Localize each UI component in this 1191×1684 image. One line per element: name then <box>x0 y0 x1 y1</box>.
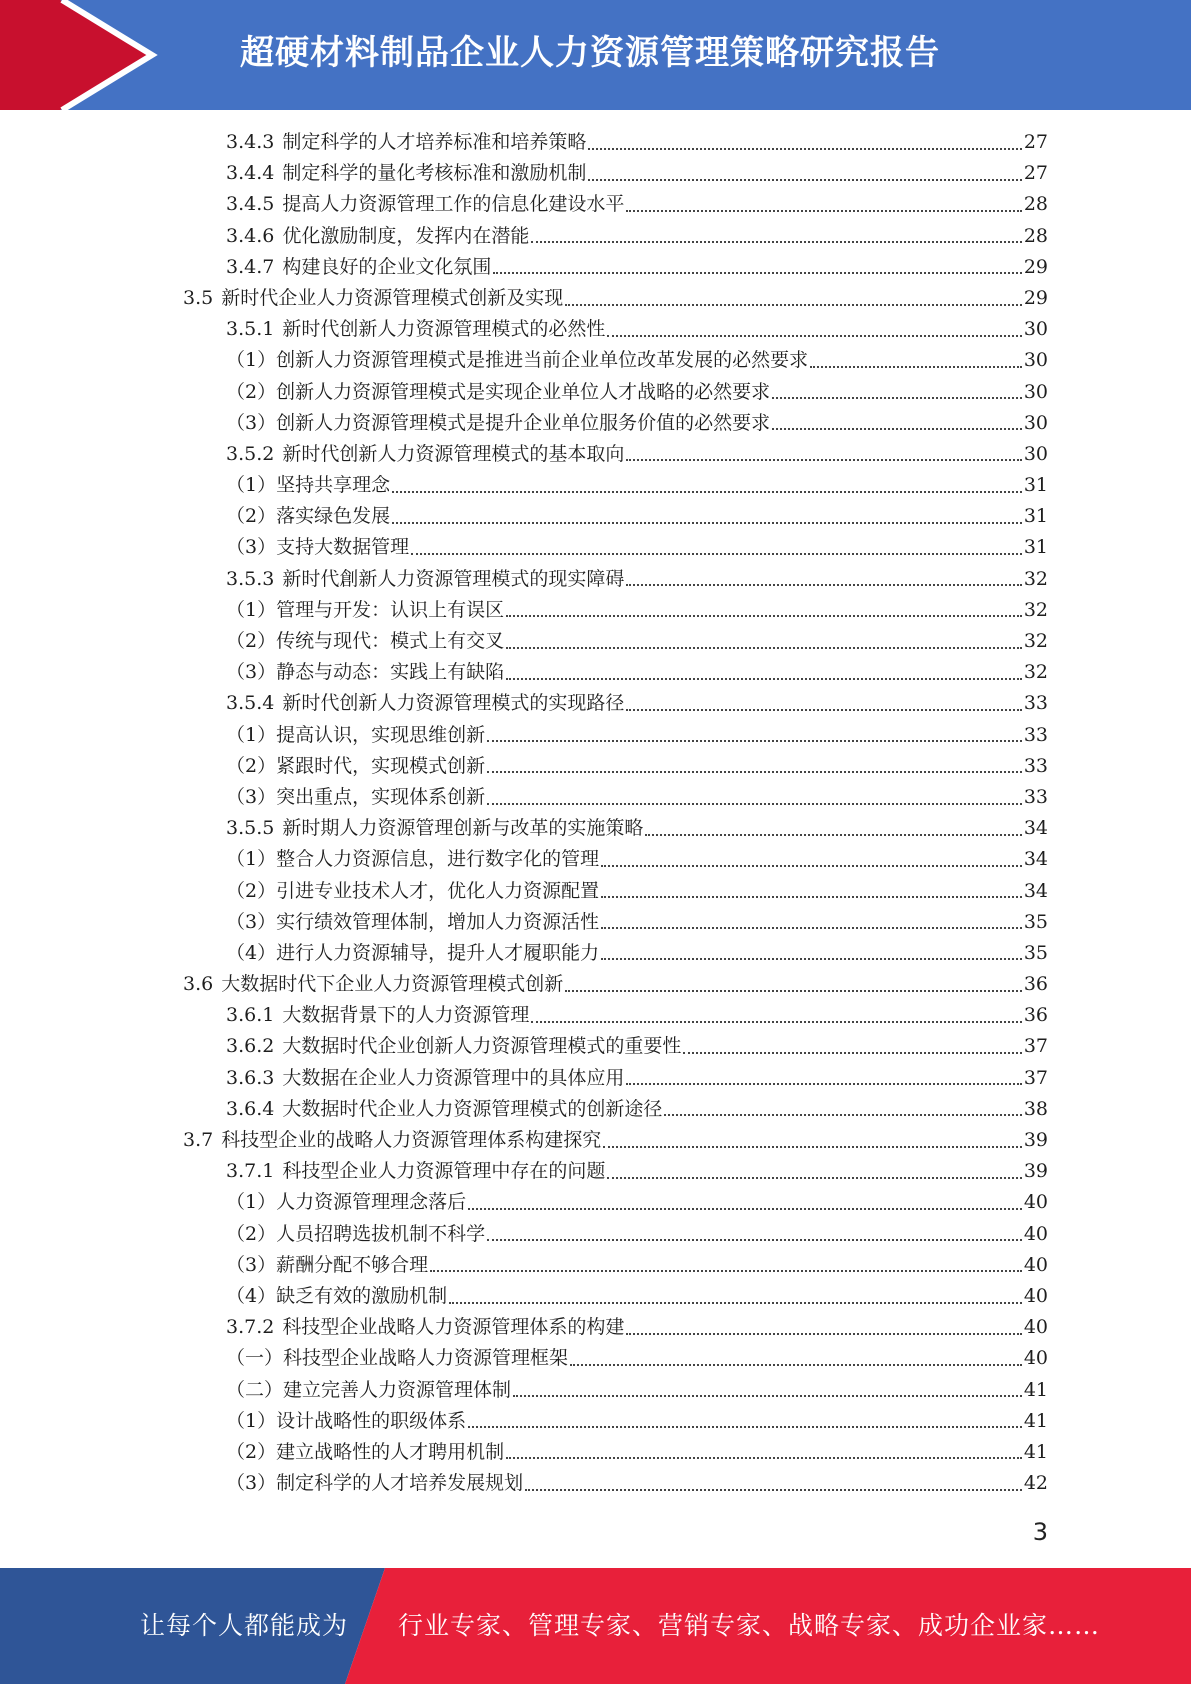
toc-entry[interactable] <box>0 314 1048 345</box>
toc-dot-leader <box>449 1302 1022 1304</box>
toc-entry-number: （2） <box>226 754 277 777</box>
toc-dot-leader <box>601 958 1022 960</box>
toc-dot-leader <box>430 1270 1022 1272</box>
toc-entry-title: 紧跟时代，实现模式创新 <box>276 754 486 777</box>
toc-entry-page: 40 <box>1023 1347 1048 1370</box>
toc-entry-title: 传统与现代：模式上有交叉 <box>276 630 505 652</box>
toc-entry[interactable] <box>0 127 1048 158</box>
toc-entry-page: 31 <box>1023 536 1048 559</box>
toc-entry-page: 30 <box>1023 411 1048 434</box>
toc-dot-leader <box>468 1208 1022 1210</box>
toc-entry-number: （3） <box>226 910 277 933</box>
toc-entry-page: 32 <box>1023 661 1048 684</box>
toc-dot-leader <box>810 366 1022 368</box>
toc-entry[interactable] <box>0 1406 1048 1437</box>
toc-dot-leader <box>626 210 1021 212</box>
toc-entry-number: （3） <box>226 1472 277 1495</box>
toc-entry-page: 27 <box>1023 131 1048 153</box>
toc-entry[interactable] <box>0 1343 1048 1374</box>
toc-dot-leader <box>468 1426 1022 1428</box>
toc-entry[interactable] <box>0 1125 1048 1156</box>
toc-entry-title: 创新人力资源管理模式是提升企业单位服务价值的必然要求 <box>276 411 771 434</box>
toc-entry-number: 3.4.3 <box>226 131 275 153</box>
toc-entry-page: 29 <box>1023 255 1048 278</box>
toc-dot-leader <box>392 491 1022 493</box>
toc-entry-title: 大数据背景下的人力资源管理 <box>282 1004 530 1027</box>
toc-entry[interactable] <box>0 1187 1048 1218</box>
report-title: 超硬材料制品企业人力资源管理策略研究报告 <box>240 33 940 73</box>
toc-entry[interactable] <box>0 1156 1048 1187</box>
toc-entry-number: 3.4.6 <box>226 224 275 247</box>
toc-entry[interactable] <box>0 595 1048 626</box>
toc-entry[interactable] <box>0 221 1048 252</box>
toc-entry-number: （一） <box>226 1347 284 1370</box>
toc-entry-page: 32 <box>1023 567 1048 590</box>
toc-dot-leader <box>392 522 1022 524</box>
toc-entry-title: 新时代創新人力资源管理模式的现实障碍 <box>282 567 625 590</box>
toc-entry[interactable] <box>0 532 1048 563</box>
toc-entry[interactable] <box>0 1219 1048 1250</box>
toc-entry-number: （3） <box>226 536 277 559</box>
toc-dot-leader <box>487 1239 1022 1241</box>
toc-entry-page: 30 <box>1023 318 1048 341</box>
toc-entry-title: 静态与动态：实践上有缺陷 <box>276 661 505 684</box>
toc-entry[interactable] <box>0 189 1048 220</box>
toc-entry-title: 创新人力资源管理模式是实现企业单位人才战略的必然要求 <box>276 380 771 403</box>
toc-entry-title: 科技型企业的战略人力资源管理体系构建探究 <box>221 1129 602 1151</box>
toc-entry-title: 建立战略性的人才聘用机制 <box>276 1440 505 1463</box>
toc-entry-title: 引进专业技术人才，优化人力资源配置 <box>276 879 600 902</box>
toc-entry-title: 制定科学的人才培养标准和培养策略 <box>282 131 587 153</box>
toc-entry-number: （1） <box>226 349 277 372</box>
toc-dot-leader <box>487 771 1022 773</box>
toc-entry-page: 40 <box>1023 1253 1048 1276</box>
toc-entry-number: （1） <box>226 1409 277 1432</box>
toc-entry-number: （2） <box>226 1440 277 1463</box>
toc-entry[interactable] <box>0 1000 1048 1031</box>
toc-dot-leader <box>645 834 1021 836</box>
toc-dot-leader <box>603 1146 1022 1148</box>
toc-entry-number: 3.5.4 <box>226 692 275 715</box>
toc-dot-leader <box>513 1395 1022 1397</box>
toc-entry-number: 3.4.4 <box>226 162 275 185</box>
toc-entry[interactable] <box>0 1031 1048 1062</box>
toc-entry-title: 制定科学的人才培养发展规划 <box>276 1472 524 1495</box>
toc-entry-title: 落实绿色发展 <box>276 505 391 528</box>
toc-entry-number: 3.6.1 <box>226 1004 275 1027</box>
toc-entry-title: 创新人力资源管理模式是推进当前企业单位改革发展的必然要求 <box>276 349 809 372</box>
toc-entry-page: 33 <box>1023 723 1048 746</box>
toc-entry-page: 39 <box>1023 1129 1048 1151</box>
toc-dot-leader <box>607 1177 1021 1179</box>
toc-entry-number: 3.4.5 <box>226 193 275 216</box>
toc-entry-page: 40 <box>1023 1191 1048 1214</box>
toc-entry-number: （3） <box>226 411 277 434</box>
toc-entry-title: 提高人力资源管理工作的信息化建设水平 <box>282 193 625 216</box>
toc-entry-number: （3） <box>226 1253 277 1276</box>
toc-entry-page: 33 <box>1023 692 1048 715</box>
toc-entry[interactable] <box>0 345 1048 376</box>
toc-entry-title: 新时代创新人力资源管理模式的实现路径 <box>282 692 625 715</box>
toc-entry[interactable] <box>0 907 1048 938</box>
toc-entry[interactable] <box>0 782 1048 813</box>
toc-entry-page: 36 <box>1023 1004 1048 1027</box>
toc-entry-page: 31 <box>1023 505 1048 528</box>
toc-dot-leader <box>493 272 1021 274</box>
toc-entry[interactable] <box>0 1468 1048 1499</box>
toc-entry-page: 41 <box>1023 1440 1048 1463</box>
toc-dot-leader <box>506 647 1022 649</box>
toc-entry-number: 3.6.3 <box>226 1066 275 1089</box>
toc-entry-title: 制定科学的量化考核标准和激励机制 <box>282 162 587 185</box>
toc-entry-number: 3.5.1 <box>226 318 275 341</box>
toc-entry-title: 新时期人力资源管理创新与改革的实施策略 <box>282 817 644 840</box>
toc-entry-number: 3.7 <box>183 1129 214 1151</box>
toc-entry-page: 34 <box>1023 848 1048 871</box>
toc-dot-leader <box>506 615 1022 617</box>
toc-entry-title: 薪酬分配不够合理 <box>276 1253 429 1276</box>
toc-entry-number: 3.7.1 <box>226 1160 275 1183</box>
toc-entry-number: （1） <box>226 474 277 497</box>
toc-entry-page: 39 <box>1023 1160 1048 1183</box>
toc-dot-leader <box>487 803 1022 805</box>
toc-entry-page: 28 <box>1023 224 1048 247</box>
toc-dot-leader <box>565 304 1022 306</box>
toc-entry[interactable] <box>0 876 1048 907</box>
toc-entry-number: （2） <box>226 505 277 528</box>
toc-dot-leader <box>601 896 1022 898</box>
toc-entry-title: 大数据时代企业人力资源管理模式的创新途径 <box>282 1097 663 1120</box>
toc-dot-leader <box>565 990 1022 992</box>
toc-entry-number: （2） <box>226 1222 277 1245</box>
toc-entry-page: 42 <box>1023 1472 1048 1495</box>
toc-entry[interactable] <box>0 252 1048 283</box>
toc-entry[interactable] <box>0 564 1048 595</box>
toc-dot-leader <box>607 335 1021 337</box>
toc-entry[interactable] <box>0 1094 1048 1125</box>
toc-dot-leader <box>626 709 1021 711</box>
toc-entry-title: 新时代创新人力资源管理模式的基本取向 <box>282 442 625 465</box>
toc-entry-number: 3.5.3 <box>226 567 275 590</box>
toc-entry-page: 37 <box>1023 1066 1048 1089</box>
toc-entry-title: 新时代创新人力资源管理模式的必然性 <box>282 318 606 341</box>
table-of-contents <box>0 127 1191 1499</box>
toc-dot-leader <box>772 397 1022 399</box>
toc-entry-number: 3.4.7 <box>226 255 275 278</box>
toc-entry[interactable] <box>0 283 1048 314</box>
toc-entry[interactable] <box>0 751 1048 782</box>
toc-entry-title: 人员招聘选拔机制不科学 <box>276 1222 486 1245</box>
toc-entry-page: 32 <box>1023 630 1048 652</box>
toc-entry-page: 30 <box>1023 349 1048 372</box>
toc-dot-leader <box>506 678 1022 680</box>
toc-entry-page: 36 <box>1023 973 1048 996</box>
toc-entry-number: 3.6 <box>183 973 214 996</box>
toc-entry[interactable] <box>0 439 1048 470</box>
toc-entry-page: 30 <box>1023 442 1048 465</box>
toc-dot-leader <box>531 1021 1021 1023</box>
toc-entry-title: 缺乏有效的激励机制 <box>276 1284 448 1307</box>
toc-entry-number: （2） <box>226 879 277 902</box>
toc-dot-leader <box>487 740 1022 742</box>
toc-entry-number: 3.7.2 <box>226 1316 275 1339</box>
toc-entry[interactable] <box>0 626 1048 657</box>
toc-entry-title: 支持大数据管理 <box>276 536 410 559</box>
toc-entry-number: 3.6.2 <box>226 1035 275 1058</box>
toc-entry-title: 突出重点，实现体系创新 <box>276 785 486 808</box>
toc-entry-title: 构建良好的企业文化氛围 <box>282 255 492 278</box>
footer-slogan-left: 让每个人都能成为 <box>140 1611 349 1640</box>
toc-entry-number: （二） <box>226 1378 284 1401</box>
toc-dot-leader <box>588 179 1021 181</box>
toc-entry-page: 40 <box>1023 1284 1048 1307</box>
toc-entry-title: 提高认识，实现思维创新 <box>276 723 486 746</box>
toc-entry-number: （1） <box>226 848 277 871</box>
toc-dot-leader <box>626 1083 1021 1085</box>
footer-band <box>0 1568 1191 1684</box>
toc-entry-page: 29 <box>1023 286 1048 309</box>
toc-entry-title: 设计战略性的职级体系 <box>276 1409 467 1432</box>
toc-entry-number: 3.5.5 <box>226 817 275 840</box>
toc-entry[interactable] <box>0 1250 1048 1281</box>
toc-dot-leader <box>531 241 1021 243</box>
toc-entry-page: 41 <box>1023 1378 1048 1401</box>
toc-entry-page: 35 <box>1023 910 1048 933</box>
toc-entry[interactable] <box>0 1437 1048 1468</box>
toc-entry-title: 实行绩效管理体制，增加人力资源活性 <box>276 910 600 933</box>
toc-entry-title: 大数据时代下企业人力资源管理模式创新 <box>221 973 564 996</box>
toc-entry[interactable] <box>0 470 1048 501</box>
header-arrow-decoration <box>0 0 160 110</box>
toc-dot-leader <box>411 553 1022 555</box>
header-band <box>0 0 1191 110</box>
toc-entry[interactable] <box>0 377 1048 408</box>
toc-entry-page: 32 <box>1023 598 1048 621</box>
toc-entry-number: （1） <box>226 1191 277 1214</box>
toc-dot-leader <box>664 1114 1021 1116</box>
toc-entry-page: 33 <box>1023 754 1048 777</box>
toc-entry-number: （1） <box>226 723 277 746</box>
toc-entry-page: 41 <box>1023 1409 1048 1432</box>
toc-entry-page: 28 <box>1023 193 1048 216</box>
toc-entry-number: （2） <box>226 380 277 403</box>
toc-entry[interactable] <box>0 1375 1048 1406</box>
toc-entry-title: 科技型企业战略人力资源管理框架 <box>283 1347 569 1370</box>
toc-entry[interactable] <box>0 657 1048 688</box>
toc-dot-leader <box>601 927 1022 929</box>
toc-entry[interactable] <box>0 1281 1048 1312</box>
toc-entry[interactable] <box>0 844 1048 875</box>
toc-entry-page: 38 <box>1023 1097 1048 1120</box>
toc-entry-number: （4） <box>226 941 277 964</box>
toc-entry-title: 坚持共享理念 <box>276 474 391 497</box>
toc-entry-number: 3.6.4 <box>226 1097 275 1120</box>
toc-dot-leader <box>570 1364 1022 1366</box>
toc-dot-leader <box>626 459 1021 461</box>
toc-entry[interactable] <box>0 813 1048 844</box>
toc-entry-number: （4） <box>226 1284 277 1307</box>
toc-entry-title: 科技型企业人力资源管理中存在的问题 <box>282 1160 606 1183</box>
toc-dot-leader <box>601 865 1022 867</box>
toc-entry-title: 整合人力资源信息，进行数字化的管理 <box>276 848 600 871</box>
toc-entry-title: 人力资源管理理念落后 <box>276 1191 467 1214</box>
toc-entry[interactable] <box>0 688 1048 719</box>
toc-entry-page: 27 <box>1023 162 1048 185</box>
toc-entry-title: 管理与开发：认识上有误区 <box>276 598 505 621</box>
toc-dot-leader <box>525 1489 1022 1491</box>
toc-entry[interactable] <box>0 158 1048 189</box>
toc-entry-number: 3.5.2 <box>226 442 275 465</box>
toc-dot-leader <box>626 1333 1021 1335</box>
toc-entry-number: （1） <box>226 598 277 621</box>
toc-entry-title: 进行人力资源辅导，提升人才履职能力 <box>276 941 600 964</box>
toc-entry-title: 建立完善人力资源管理体制 <box>283 1378 512 1401</box>
toc-entry-title: 大数据在企业人力资源管理中的具体应用 <box>282 1066 625 1089</box>
toc-entry-number: （2） <box>226 630 277 652</box>
toc-entry[interactable] <box>0 969 1048 1000</box>
footer-slogan-right: 行业专家、管理专家、营销专家、战略专家、成功企业家…… <box>398 1611 1101 1640</box>
toc-entry-title: 科技型企业战略人力资源管理体系的构建 <box>282 1316 625 1339</box>
toc-entry-title: 大数据时代企业创新人力资源管理模式的重要性 <box>282 1035 682 1058</box>
toc-entry-title: 优化激励制度，发挥内在潜能 <box>282 224 530 247</box>
toc-entry[interactable] <box>0 1063 1048 1094</box>
toc-entry-page: 34 <box>1023 879 1048 902</box>
toc-entry-page: 31 <box>1023 474 1048 497</box>
toc-entry-page: 37 <box>1023 1035 1048 1058</box>
page-number: 3 <box>1032 1518 1048 1546</box>
toc-entry[interactable] <box>0 501 1048 532</box>
toc-entry-number: （3） <box>226 785 277 808</box>
toc-entry-number: 3.5 <box>183 286 214 309</box>
toc-entry-page: 35 <box>1023 941 1048 964</box>
toc-entry[interactable] <box>0 408 1048 439</box>
toc-dot-leader <box>588 148 1021 150</box>
toc-entry-page: 34 <box>1023 817 1048 840</box>
toc-dot-leader <box>506 1457 1022 1459</box>
toc-dot-leader <box>772 428 1022 430</box>
toc-dot-leader <box>626 584 1021 586</box>
toc-entry[interactable] <box>0 720 1048 751</box>
toc-dot-leader <box>683 1052 1021 1054</box>
toc-entry-page: 40 <box>1023 1316 1048 1339</box>
toc-entry[interactable] <box>0 938 1048 969</box>
toc-entry-title: 新时代企业人力资源管理模式创新及实现 <box>221 286 564 309</box>
toc-entry-page: 40 <box>1023 1222 1048 1245</box>
toc-entry[interactable] <box>0 1312 1048 1343</box>
toc-entry-page: 33 <box>1023 785 1048 808</box>
toc-entry-number: （3） <box>226 661 277 684</box>
toc-entry-page: 30 <box>1023 380 1048 403</box>
